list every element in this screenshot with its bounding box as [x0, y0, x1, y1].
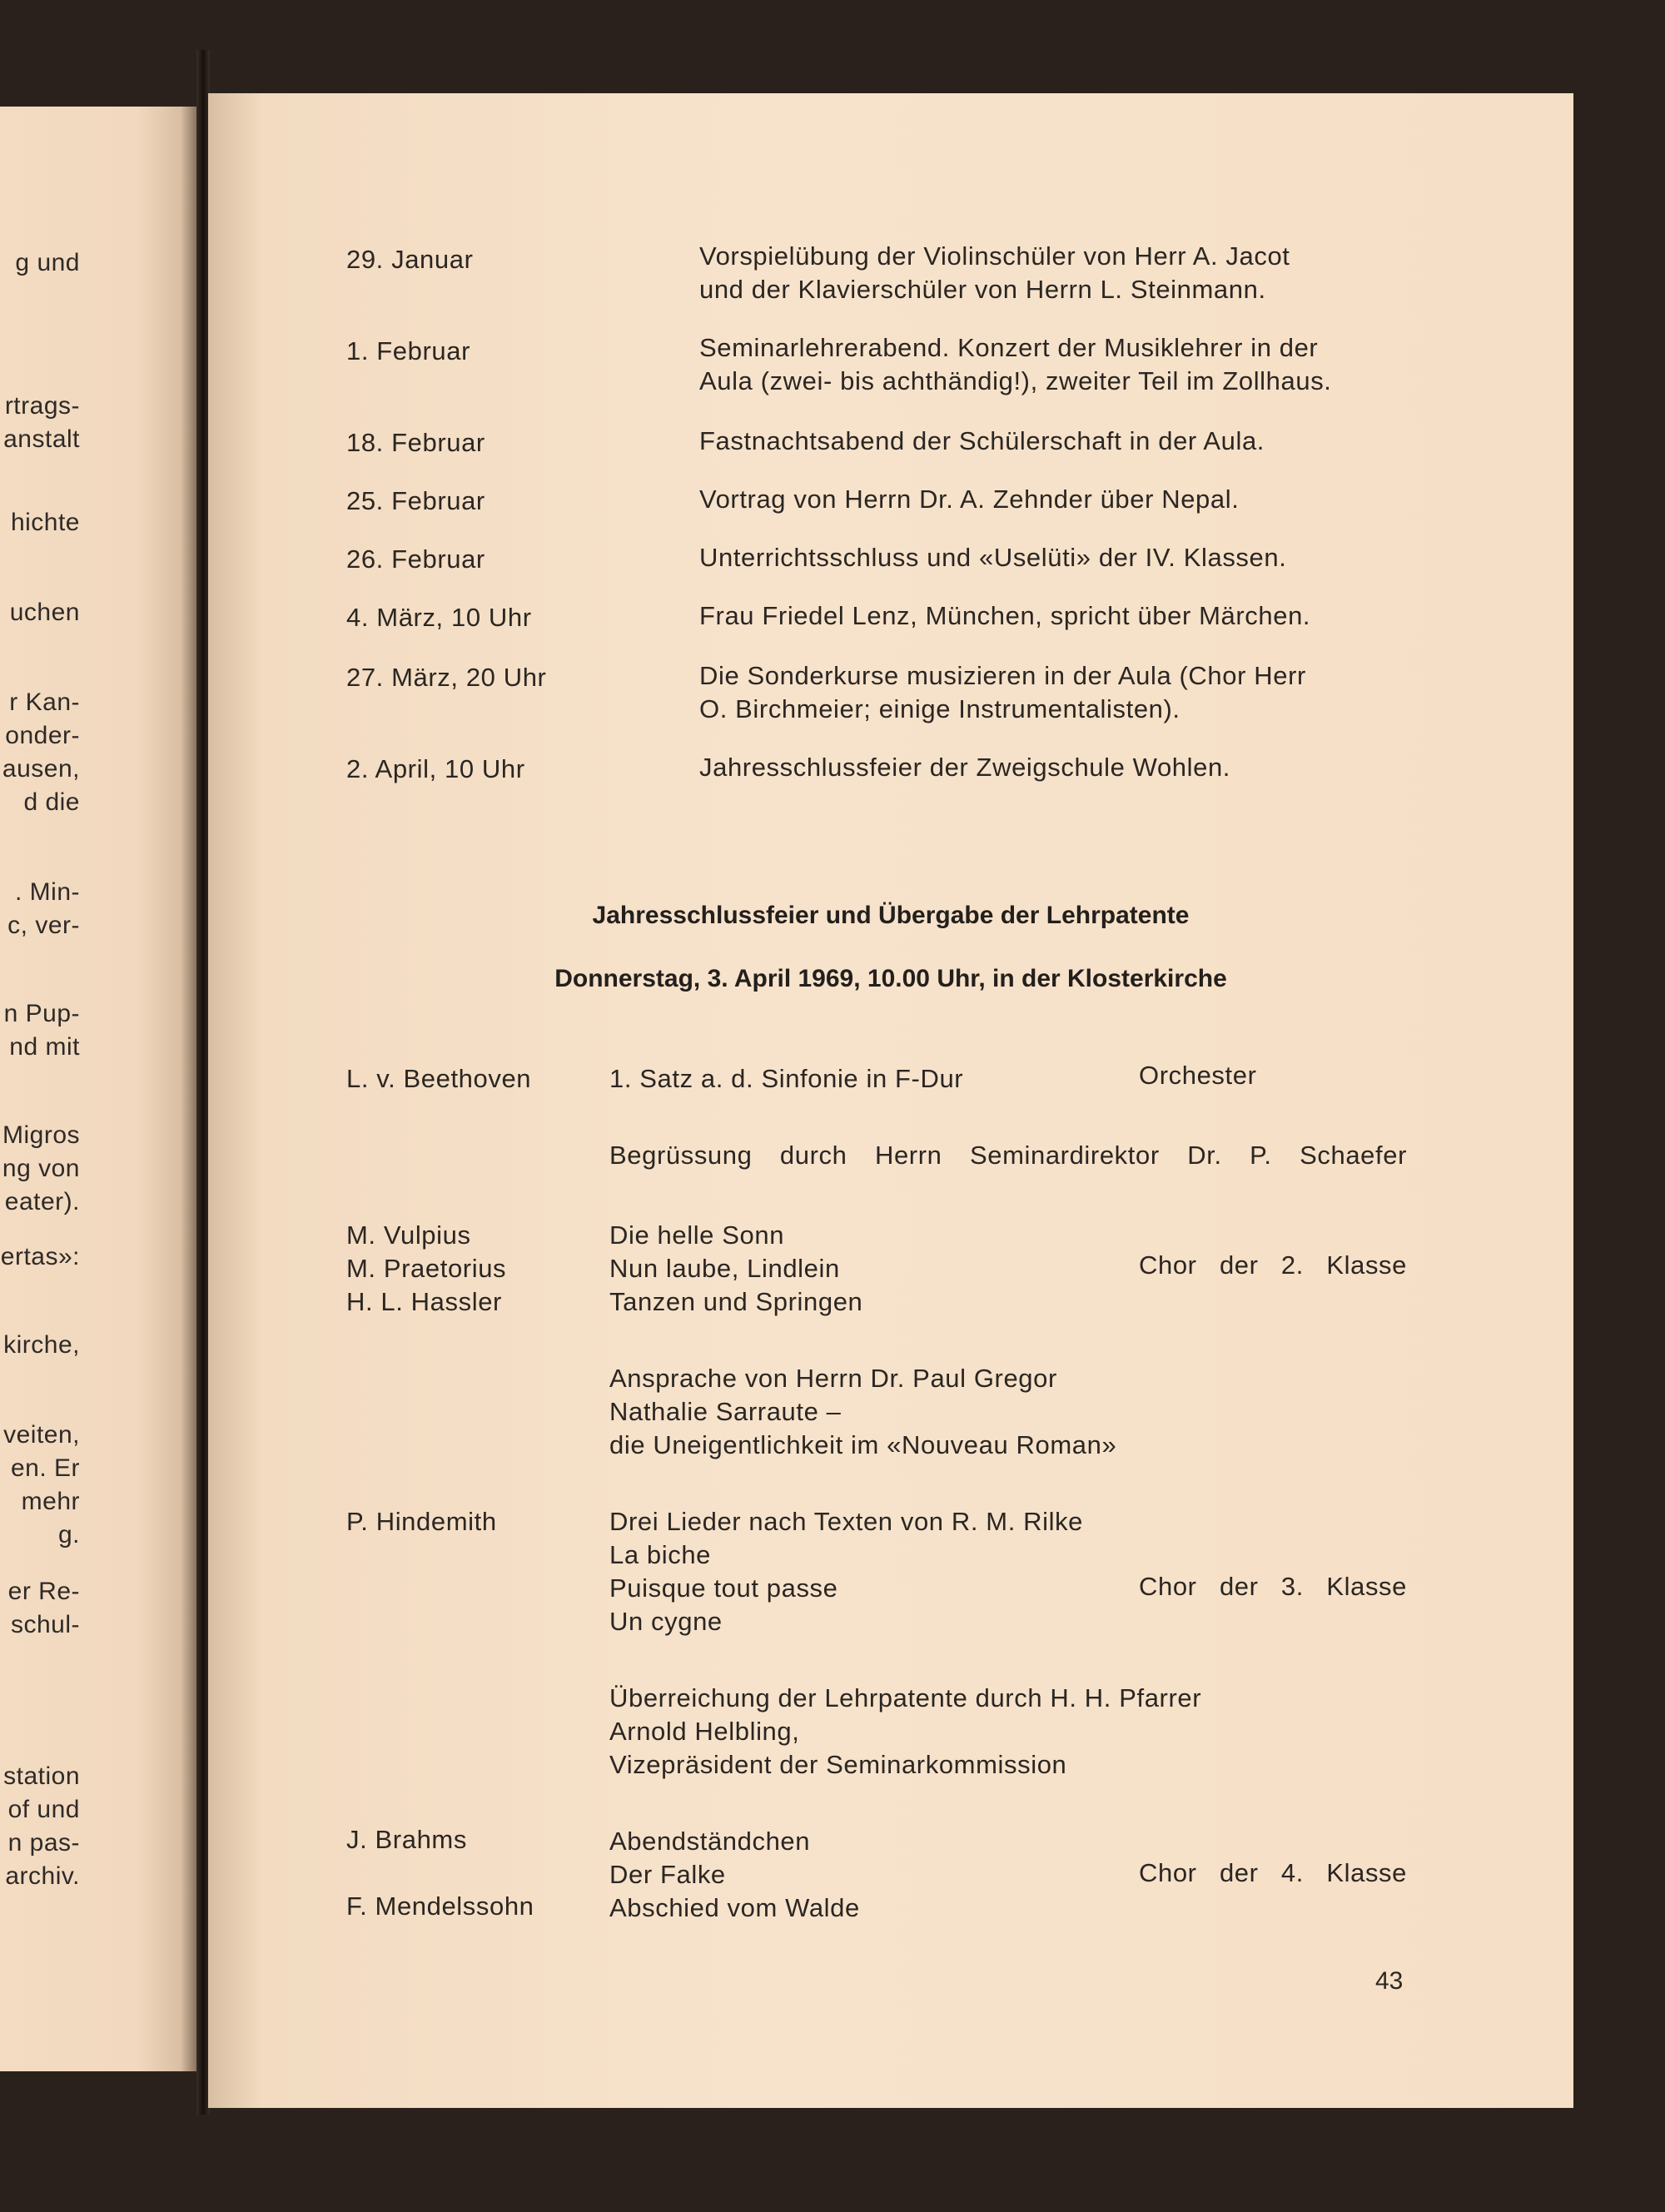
calendar-description-line: Die Sonderkurse musizieren in der Aula (Chor Herr [699, 661, 1306, 690]
calendar-date: 25. Februar [346, 486, 485, 515]
page-number: 43 [1375, 1967, 1404, 1995]
left-page-text-line: eater). [4, 1188, 80, 1215]
left-page-text-line: en. Er [10, 1454, 80, 1482]
ceremony-subtitle: Donnerstag, 3. April 1969, 10.00 Uhr, in der Klosterkirche [554, 965, 1227, 992]
calendar-description [699, 599, 1407, 633]
calendar-date: 27. März, 20 Uhr [346, 663, 547, 692]
left-page-text-line: n pas- [7, 1829, 80, 1857]
calendar-description-line: Frau Friedel Lenz, München, spricht über Märchen. [699, 601, 1311, 630]
calendar-description-line: Unterrichtsschluss und «Uselüti» der IV. Klassen. [699, 543, 1287, 572]
left-page-text-line: kirche, [3, 1331, 80, 1359]
program-work: Arnold Helbling, [609, 1717, 800, 1746]
ceremony-title: Jahresschlussfeier und Übergabe der Lehrpatente [592, 902, 1190, 929]
program-work: Un cygne [609, 1607, 723, 1636]
program-work: Abendständchen [609, 1827, 811, 1856]
calendar-description-line: Seminarlehrerabend. Konzert der Musiklehrer in der [699, 333, 1319, 362]
program-composer: M. Praetorius [346, 1254, 507, 1283]
program-composer: F. Mendelssohn [346, 1891, 534, 1921]
left-page-text-line: . Min- [15, 878, 80, 906]
program-performer: Chor der 2. Klasse [1139, 1250, 1407, 1280]
calendar-date: 18. Februar [346, 428, 485, 457]
left-page-text-line: uchen [9, 599, 80, 626]
calendar-date: 4. März, 10 Uhr [346, 603, 532, 632]
program-work: 1. Satz a. d. Sinfonie in F-Dur [609, 1064, 964, 1093]
left-page-text-line: hichte [10, 509, 80, 536]
program-work: Vizepräsident der Seminarkommission [609, 1750, 1067, 1779]
program-work: Nun laube, Lindlein [609, 1254, 840, 1283]
left-page-text-line: schul- [10, 1611, 80, 1638]
program-work: Abschied vom Walde [609, 1893, 860, 1922]
calendar-description-line: O. Birchmeier; einige Instrumentalisten). [699, 694, 1180, 723]
program-composer: J. Brahms [346, 1825, 467, 1854]
left-page-text-line: of und [7, 1796, 80, 1823]
program-work: Die helle Sonn [609, 1220, 785, 1250]
program-performer: Chor der 4. Klasse [1139, 1858, 1407, 1887]
left-page [0, 107, 196, 2071]
calendar-date: 26. Februar [346, 544, 485, 574]
left-page-text-line: n Pup- [3, 1000, 80, 1027]
left-page-text-line: anstalt [3, 425, 80, 453]
calendar-description [699, 331, 1407, 398]
left-page-text-line: g und [15, 249, 80, 276]
calendar-description [699, 659, 1407, 726]
program-composer: M. Vulpius [346, 1220, 471, 1250]
calendar-description-line: und der Klavierschüler von Herrn L. Steinmann. [699, 275, 1266, 304]
program-performer: Orchester [1139, 1061, 1257, 1090]
left-page-text-line: rtrags- [4, 392, 80, 420]
program-work: Begrüssung durch Herrn Seminardirektor Dr. P. Schaefer [609, 1141, 1407, 1170]
left-page-text-line: r Kan- [9, 688, 80, 716]
calendar-description [699, 541, 1407, 574]
program-composer: L. v. Beethoven [346, 1064, 532, 1093]
program-work: Nathalie Sarraute – [609, 1397, 842, 1426]
left-page-text-line: g. [57, 1521, 80, 1548]
right-page [208, 93, 1573, 2108]
calendar-description-line: Jahresschlussfeier der Zweigschule Wohlen. [699, 753, 1231, 782]
left-page-text-line: er Re- [7, 1578, 80, 1605]
calendar-date: 29. Januar [346, 245, 474, 274]
program-work: Überreichung der Lehrpatente durch H. H. Pfarrer [609, 1683, 1202, 1712]
program-work: Puisque tout passe [609, 1573, 838, 1603]
left-page-text-line: ng von [2, 1155, 80, 1182]
left-page-text-line: nd mit [9, 1033, 80, 1061]
program-work: Der Falke [609, 1860, 726, 1889]
program-work: die Uneigentlichkeit im «Nouveau Roman» [609, 1430, 1117, 1459]
program-work: La biche [609, 1540, 712, 1569]
calendar-date: 1. Februar [346, 336, 471, 365]
calendar-description [699, 751, 1407, 784]
calendar-description-line: Vortrag von Herrn Dr. A. Zehnder über Nepal. [699, 485, 1240, 514]
program-composer: H. L. Hassler [346, 1287, 502, 1316]
left-page-text-line: ertas»: [0, 1243, 80, 1270]
calendar-description-line: Fastnachtsabend der Schülerschaft in der Aula. [699, 426, 1265, 455]
program-performer: Chor der 3. Klasse [1139, 1572, 1407, 1601]
calendar-description [699, 425, 1407, 458]
calendar-description-line: Aula (zwei- bis achthändig!), zweiter Teil im Zollhaus. [699, 366, 1332, 395]
left-page-text-line: Migros [2, 1121, 80, 1149]
left-page-text-line: veiten, [3, 1421, 80, 1449]
left-page-text-line: onder- [5, 722, 80, 749]
left-page-text-line: archiv. [5, 1862, 80, 1890]
program-work: Tanzen und Springen [609, 1287, 863, 1316]
program-composer: P. Hindemith [346, 1507, 497, 1536]
left-page-text-line: mehr [21, 1488, 80, 1515]
program-work: Ansprache von Herrn Dr. Paul Gregor [609, 1364, 1057, 1393]
calendar-description-line: Vorspielübung der Violinschüler von Herr A. Jacot [699, 241, 1290, 271]
calendar-date: 2. April, 10 Uhr [346, 754, 525, 783]
program-work: Drei Lieder nach Texten von R. M. Rilke [609, 1507, 1084, 1536]
calendar-description [699, 240, 1407, 306]
left-page-text-line: d die [23, 788, 80, 816]
calendar-description [699, 483, 1407, 516]
left-page-text-line: station [3, 1762, 80, 1790]
left-page-text-line: ausen, [2, 755, 80, 783]
left-page-text-line: c, ver- [7, 912, 80, 939]
